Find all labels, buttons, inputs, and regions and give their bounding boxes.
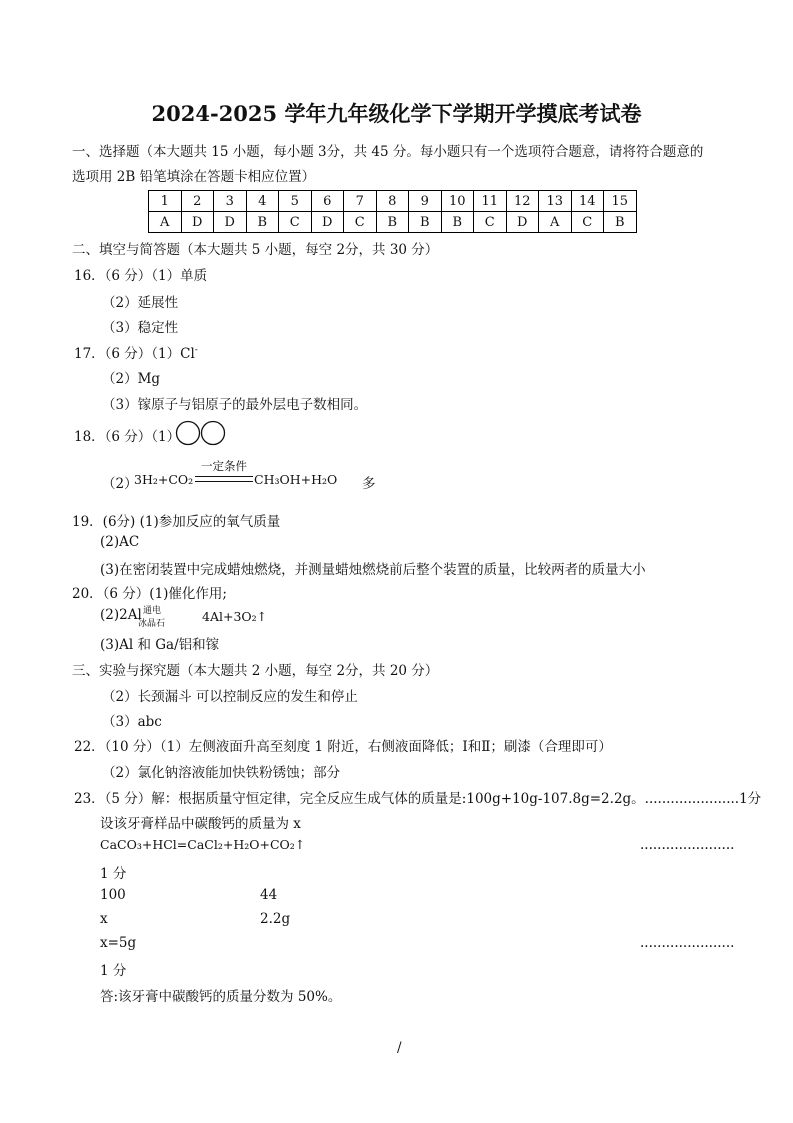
q16-line2: （2）延展性 [102, 295, 179, 311]
answer-cell: B [246, 212, 279, 233]
question-number-cell: 1 [149, 191, 182, 212]
q17-line1 [74, 342, 198, 362]
question-number-cell: 7 [344, 191, 377, 212]
answer-cell: D [311, 212, 344, 233]
q20-line2-left: (2)2Al [100, 607, 142, 623]
q23-unknown-a: x [100, 911, 108, 927]
q18-equation-condition: 一定条件 [201, 459, 247, 473]
question-number-cell: 12 [506, 191, 539, 212]
question-number-cell: 5 [279, 191, 312, 212]
q20-line1: 20．（6 分）(1)催化作用; [72, 586, 227, 602]
q19-line2: (2)AC [100, 534, 140, 550]
question-number-cell: 9 [409, 191, 442, 212]
answer-cell: C [474, 212, 507, 233]
section1-instructions-line2: 选项用 2B 铅笔填涂在答题卡相应位置） [72, 169, 316, 185]
answer-cell: A [149, 212, 182, 233]
q21-line1: （2）长颈漏斗 可以控制反应的发生和停止 [102, 689, 358, 705]
molecule-diagram-icon [175, 420, 229, 446]
question-number-cell: 14 [571, 191, 604, 212]
q20-condition-bottom: 冰晶石 [138, 619, 166, 629]
section2-header: 二、填空与简答题（本大题共 5 小题，每空 2分，共 30 分） [72, 242, 439, 258]
q21-line2: （3）abc [102, 714, 162, 730]
answer-cell: C [279, 212, 312, 233]
q23-score-2: 1 分 [100, 963, 127, 979]
q23-score-1: 1 分 [100, 866, 127, 882]
question-number-cell: 6 [311, 191, 344, 212]
page-mark: / [397, 1040, 402, 1056]
q18-line1: 18．（6 分）（1） [74, 429, 181, 445]
answer-cell: D [214, 212, 247, 233]
q23-dots-1: ...................... [640, 837, 735, 853]
answer-cell: C [344, 212, 377, 233]
q23-answer: 答:该牙膏中碳酸钙的质量分数为 50%。 [100, 989, 342, 1005]
answer-table-answer-row [149, 212, 637, 233]
q23-unknown-b: 2.2g [260, 911, 291, 927]
q17-line3: （3）镓原子与铝原子的最外层电子数相同。 [102, 397, 368, 413]
q20-condition-top: 通电 [143, 606, 162, 616]
q22-line2: （2）氯化钠溶液能加快铁粉锈蚀；部分 [102, 765, 341, 781]
q19-line1: 19．(6分) (1)参加反应的氧气质量 [72, 514, 281, 530]
q23-ratio-a: 100 [100, 887, 126, 903]
q19-line3: (3)在密闭装置中完成蜡烛燃烧，并测量蜡烛燃烧前后整个装置的质量，比较两者的质量大小 [100, 562, 646, 578]
answer-cell: A [539, 212, 572, 233]
q23-dots-2: ...................... [640, 935, 735, 951]
q22-line1: 22．（10 分）（1）左侧液面升高至刻度 1 附近，右侧液面降低；Ⅰ和Ⅱ；刷漆（合理即可） [74, 739, 612, 755]
section3-header: 三、实验与探究题（本大题共 2 小题，每空 2分，共 20 分） [72, 663, 439, 679]
q18-equation-right: CH₃OH+H₂O [254, 472, 338, 487]
answer-cell: D [181, 212, 214, 233]
question-number-cell: 11 [474, 191, 507, 212]
page-title: 2024-2025 学年九年级化学下学期开学摸底考试卷 [151, 101, 642, 126]
question-number-cell: 2 [181, 191, 214, 212]
question-number-cell: 8 [376, 191, 409, 212]
q18-line2-label: （2） [102, 476, 138, 492]
section1-instructions-line1: 一、选择题（本大题共 15 小题，每小题 3分，共 45 分。每小题只有一个选项符合题意，请将符合题意的 [72, 144, 704, 160]
question-number-cell: 13 [539, 191, 572, 212]
q18-equals-sign [195, 476, 253, 482]
question-number-cell: 3 [214, 191, 247, 212]
q23-equation: CaCO₃+HCl=CaCl₂+H₂O+CO₂↑ [100, 837, 306, 852]
answer-cell: B [409, 212, 442, 233]
q16-line3: （3）稳定性 [102, 320, 179, 336]
q17-chloride-charge: - [194, 345, 198, 356]
answer-cell: D [506, 212, 539, 233]
answer-table [148, 190, 637, 233]
q20-line2-right: 4Al+3O₂↑ [202, 609, 268, 624]
q17-line2: （2）Mg [102, 371, 161, 387]
question-number-cell: 4 [246, 191, 279, 212]
answer-cell: C [571, 212, 604, 233]
q23-line1: 23．（5 分）解：根据质量守恒定律，完全反应生成气体的质量是:100g+10g-107.8g=2.2g。......................1分 [74, 791, 762, 807]
q18-equation-left: 3H₂+CO₂ [134, 472, 194, 487]
q18-line2-tail: 多 [362, 476, 376, 492]
answer-cell: B [604, 212, 637, 233]
q16-line1: 16．（6 分）（1）单质 [74, 268, 208, 284]
q20-line3: (3)Al 和 Ga/铝和镓 [100, 637, 220, 653]
answer-cell: B [376, 212, 409, 233]
q17-line1-text: 17．（6 分）（1）Cl [74, 346, 195, 362]
q23-result: x=5g [100, 935, 137, 951]
answer-table-number-row [149, 191, 637, 212]
q23-line2: 设该牙膏样品中碳酸钙的质量为 x [100, 816, 301, 832]
question-number-cell: 15 [604, 191, 637, 212]
question-number-cell: 10 [441, 191, 474, 212]
q23-ratio-b: 44 [260, 887, 278, 903]
answer-cell: B [441, 212, 474, 233]
